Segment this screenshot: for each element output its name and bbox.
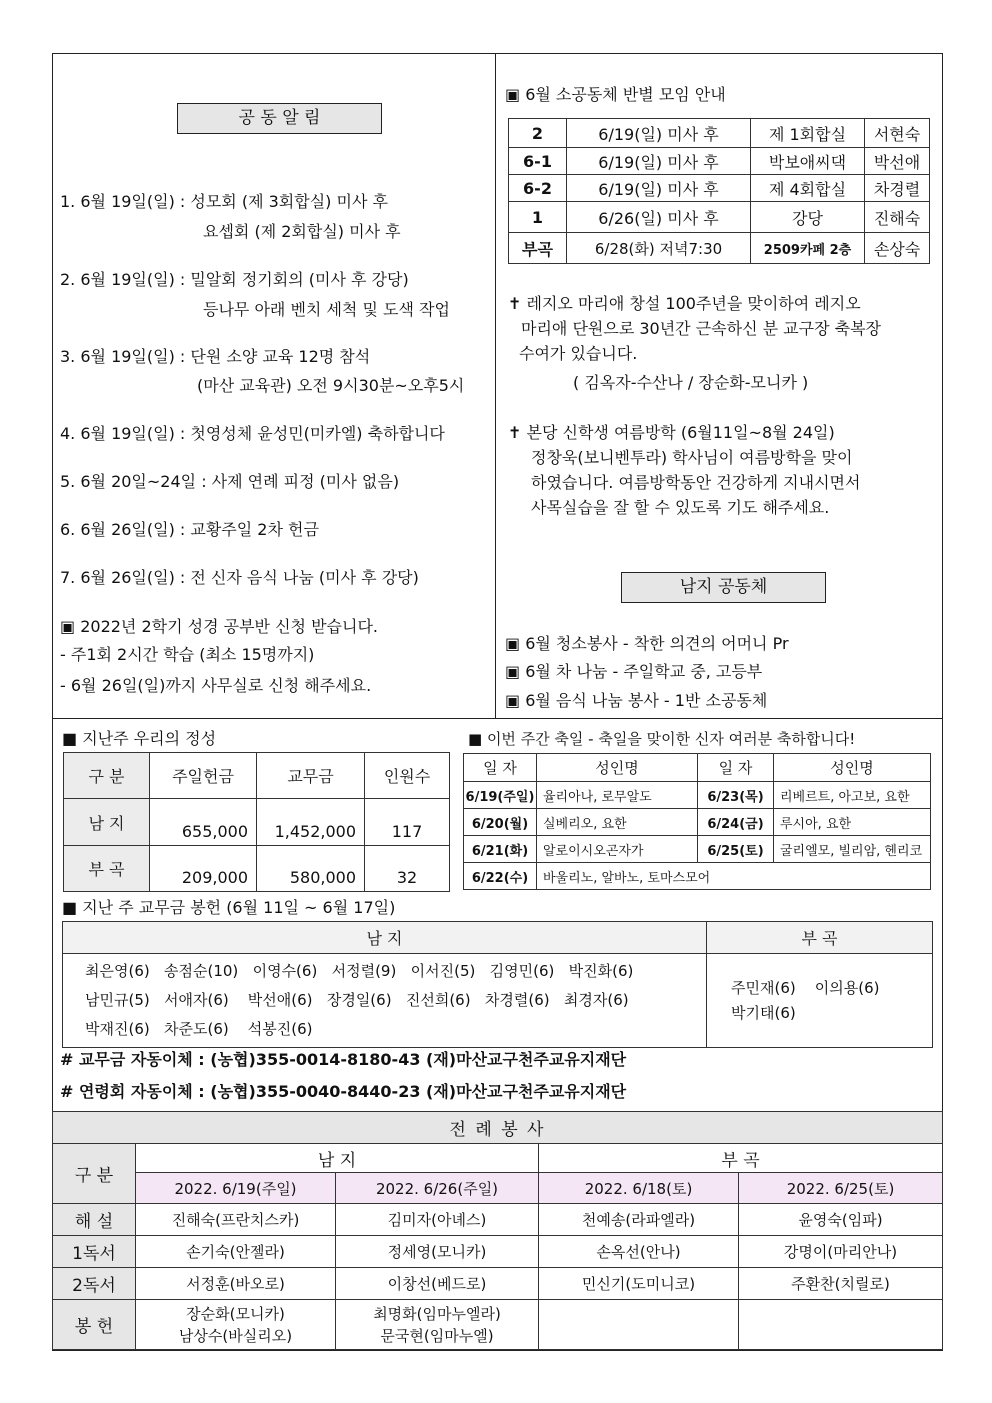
dues-cell: 580,000: [257, 846, 365, 892]
table-row: [53, 1236, 943, 1268]
namji-item-3: ▣ 6월 음식 나눔 봉사 - 1반 소공동체: [505, 691, 768, 710]
notice-item-3: 3. 6월 19일(일) : 단원 소양 교육 12명 참석: [60, 347, 371, 366]
legio-names: ( 김옥자-수산나 / 장순화-모니카 ): [573, 373, 809, 392]
offer-name: 남상수(바실리오): [178, 1326, 293, 1345]
row-label: 남 지: [64, 799, 150, 846]
count-cell: 117: [365, 799, 450, 846]
top-divider: [495, 53, 496, 719]
saint-cell: 굴리엘모, 빌리암, 헨리코: [774, 836, 931, 863]
date-cell: 2022. 6/19(주일): [136, 1173, 336, 1204]
date-cell: 6/22(수): [464, 863, 537, 890]
table-row: [509, 119, 930, 148]
who-cell: 박선애: [865, 148, 930, 175]
notice-item-1-sub: 요셉회 (제 2회합실) 미사 후: [203, 222, 401, 241]
offering-table: [63, 752, 450, 892]
table-row: [464, 754, 931, 782]
section-divider: [52, 718, 943, 719]
saint-cell: 알로이시오곤자가: [537, 836, 698, 863]
namji-dues-line: 최은영(6) 송점순(10) 이영수(6) 서정렬(9) 이서진(5) 김영민(6) 박진화(6): [85, 962, 634, 980]
legio-line-2: 마리애 단원으로 30년간 근속하신 분 교구장 축복장: [521, 319, 881, 338]
table-row: [64, 846, 450, 892]
server-cell: 강명이(마리안나): [739, 1236, 943, 1268]
where-cell: 강당: [751, 202, 865, 233]
saint-cell: 바울리노, 알바노, 토마스모어: [537, 863, 931, 890]
namji-dues-line: 박재진(6) 차준도(6) 석봉진(6): [85, 1020, 313, 1038]
legio-line-1: ✝ 레지오 마리애 창설 100주년을 맞이하여 레지오: [508, 294, 861, 313]
table-row: [509, 175, 930, 202]
date-cell: 6/23(목): [698, 782, 774, 809]
namji-item-1: ▣ 6월 청소봉사 - 착한 의견의 어머니 Pr: [505, 634, 789, 653]
server-cell: 서정훈(바오로): [136, 1268, 336, 1300]
bugok-header: 부 곡: [539, 1144, 943, 1173]
date-cell: 2022. 6/26(주일): [336, 1173, 539, 1204]
server-cell: 이창선(베드로): [336, 1268, 539, 1300]
who-cell: 서현숙: [865, 119, 930, 148]
notice-item-7: 7. 6월 26일(일) : 전 신자 음식 나눔 (미사 후 강당): [60, 568, 419, 587]
role-cell: 봉 헌: [53, 1300, 136, 1350]
where-cell: 박보애씨댁: [751, 148, 865, 175]
offer-cell: [739, 1300, 943, 1350]
notice-item-2: 2. 6월 19일(일) : 밀알회 정기회의 (미사 후 강당): [60, 270, 409, 289]
seminary-line-3: 하였습니다. 여름방학동안 건강하게 지내시면서: [531, 473, 861, 492]
table-row: [509, 202, 930, 233]
sunday-cell: 209,000: [150, 846, 257, 892]
seminary-line-4: 사목실습을 잘 할 수 있도록 기도 해주세요.: [531, 498, 830, 517]
table-row: [53, 1268, 943, 1300]
notice-item-2-sub: 등나무 아래 벤치 세척 및 도색 작업: [203, 300, 450, 319]
liturgy-table: [52, 1111, 943, 1350]
when-cell: 6/26(일) 미사 후: [567, 202, 751, 233]
offer-cell: [136, 1300, 336, 1350]
count-cell: 32: [365, 846, 450, 892]
saint-cell: 리베르트, 아고보, 요한: [774, 782, 931, 809]
table-row: [464, 863, 931, 890]
header-cell: 일 자: [698, 754, 774, 782]
notice-item-1: 1. 6월 19일(일) : 성모회 (제 3회합실) 미사 후: [60, 192, 388, 211]
who-cell: 차경렬: [865, 175, 930, 202]
date-cell: 6/21(화): [464, 836, 537, 863]
ban-cell: 2: [509, 119, 567, 148]
legio-line-3: 수여가 있습니다.: [519, 344, 638, 363]
header-cell: 주일헌금: [150, 753, 257, 799]
table-row: [53, 1173, 943, 1204]
ban-cell: 6-2: [509, 175, 567, 202]
table-row: [64, 753, 450, 799]
table-row: [53, 1112, 943, 1144]
server-cell: 윤영숙(임파): [739, 1204, 943, 1236]
header-cell: 인원수: [365, 753, 450, 799]
header-cell: 구 분: [64, 753, 150, 799]
row-label: 부 곡: [64, 846, 150, 892]
offer-name: 장순화(모니카): [186, 1304, 285, 1323]
offering-title: ■ 지난주 우리의 정성: [62, 729, 217, 748]
notice-item-4: 4. 6월 19일(일) : 첫영성체 윤성민(미카엘) 축하합니다: [60, 424, 445, 443]
offer-cell: [336, 1300, 539, 1350]
bugok-dues-names: [707, 954, 933, 1048]
table-row: [464, 836, 931, 863]
table-row: [464, 782, 931, 809]
table-row: [53, 1300, 943, 1350]
bugok-dues-line: 박기태(6): [731, 1003, 796, 1022]
notice-title: 공 동 알 림: [177, 103, 382, 134]
auto-transfer-dues: # 교무금 자동이체 : (농협)355-0014-8180-43 (재)마산교구천주교유지재단: [60, 1050, 627, 1069]
namji-item-2: ▣ 6월 차 나눔 - 주일학교 중, 고등부: [505, 662, 763, 681]
namji-header: 남 지: [136, 1144, 539, 1173]
table-row: [509, 148, 930, 175]
offer-cell: [539, 1300, 739, 1350]
server-cell: 정세영(모니카): [336, 1236, 539, 1268]
server-cell: 진해숙(프란치스카): [136, 1204, 336, 1236]
where-cell: 제 1회합실: [751, 119, 865, 148]
offer-name: 문국현(임마누엘): [380, 1326, 494, 1345]
when-cell: 6/19(일) 미사 후: [567, 175, 751, 202]
ban-cell: 6-1: [509, 148, 567, 175]
server-cell: 손옥선(안나): [539, 1236, 739, 1268]
server-cell: 김미자(아녜스): [336, 1204, 539, 1236]
server-cell: 손기숙(안젤라): [136, 1236, 336, 1268]
dues-title: ■ 지난 주 교무금 봉헌 (6월 11일 ~ 6월 17일): [62, 898, 396, 917]
date-cell: 6/20(월): [464, 809, 537, 836]
table-row: [63, 922, 933, 954]
role-cell: 해 설: [53, 1204, 136, 1236]
when-cell: 6/19(일) 미사 후: [567, 119, 751, 148]
sunday-cell: 655,000: [150, 799, 257, 846]
seminary-line-2: 정창욱(보니벤투라) 학사님이 여름방학을 맞이: [531, 448, 853, 467]
header-cell: 성인명: [537, 754, 698, 782]
bible-class-line-1: - 주1회 2시간 학습 (최소 15명까지): [60, 645, 315, 664]
liturgy-title: 전 례 봉 사: [53, 1112, 943, 1144]
namji-dues-line: 남민규(5) 서애자(6) 박선애(6) 장경일(6) 진선희(6) 차경렬(6) 최경자(6): [85, 991, 629, 1009]
notice-item-3-sub: (마산 교육관) 오전 9시30분~오후5시: [197, 376, 465, 395]
small-comm-title: ▣ 6월 소공동체 반별 모임 안내: [505, 85, 726, 104]
saint-cell: 실베리오, 요한: [537, 809, 698, 836]
server-cell: 주환찬(치릴로): [739, 1268, 943, 1300]
offer-name: 최명화(임마누엘라): [373, 1304, 501, 1323]
bugok-header: 부 곡: [707, 922, 933, 954]
date-cell: 2022. 6/18(토): [539, 1173, 739, 1204]
ban-cell: 1: [509, 202, 567, 233]
bugok-dues-line: 주민재(6) 이의용(6): [731, 978, 880, 997]
server-cell: 민신기(도미니코): [539, 1268, 739, 1300]
date-cell: 6/19(주일): [464, 782, 537, 809]
where-cell: 제 4회합실: [751, 175, 865, 202]
where-cell: 2509카페 2층: [751, 233, 865, 264]
role-cell: 1독서: [53, 1236, 136, 1268]
ban-cell: 부곡: [509, 233, 567, 264]
saint-cell: 루시아, 요한: [774, 809, 931, 836]
seminary-line-1: ✝ 본당 신학생 여름방학 (6월11일~8월 24일): [508, 423, 835, 442]
gubun-header: 구 분: [53, 1144, 136, 1204]
table-row: [64, 799, 450, 846]
dues-cell: 1,452,000: [257, 799, 365, 846]
table-row: [464, 809, 931, 836]
feast-title: ■ 이번 주간 축일 - 축일을 맞이한 신자 여러분 축하합니다!: [468, 730, 856, 748]
namji-header: 남 지: [63, 922, 707, 954]
namji-title: 남지 공동체: [621, 572, 826, 603]
when-cell: 6/28(화) 저녁7:30: [567, 233, 751, 264]
header-cell: 교무금: [257, 753, 365, 799]
table-row: [509, 233, 930, 264]
bible-class-line-2: - 6월 26일(일)까지 사무실로 신청 해주세요.: [60, 676, 372, 695]
date-cell: 6/25(토): [698, 836, 774, 863]
date-cell: 2022. 6/25(토): [739, 1173, 943, 1204]
feast-table: [463, 753, 931, 890]
notice-item-5: 5. 6월 20일~24일 : 사제 연례 피정 (미사 없음): [60, 472, 400, 491]
saint-cell: 율리아나, 로무알도: [537, 782, 698, 809]
bible-class-title: ▣ 2022년 2학기 성경 공부반 신청 받습니다.: [60, 617, 379, 636]
table-row: [63, 954, 933, 1048]
who-cell: 손상숙: [865, 233, 930, 264]
auto-transfer-funeral: # 연령회 자동이체 : (농협)355-0040-8440-23 (재)마산교구천주교유지재단: [60, 1082, 627, 1101]
header-cell: 성인명: [774, 754, 931, 782]
server-cell: 천예송(라파엘라): [539, 1204, 739, 1236]
who-cell: 진해숙: [865, 202, 930, 233]
when-cell: 6/19(일) 미사 후: [567, 148, 751, 175]
table-row: [53, 1144, 943, 1173]
dues-table: [62, 921, 933, 1048]
role-cell: 2독서: [53, 1268, 136, 1300]
header-cell: 일 자: [464, 754, 537, 782]
table-row: [53, 1204, 943, 1236]
namji-dues-names: [63, 954, 707, 1048]
date-cell: 6/24(금): [698, 809, 774, 836]
notice-item-6: 6. 6월 26일(일) : 교황주일 2차 헌금: [60, 520, 319, 539]
small-comm-table: [508, 118, 930, 264]
